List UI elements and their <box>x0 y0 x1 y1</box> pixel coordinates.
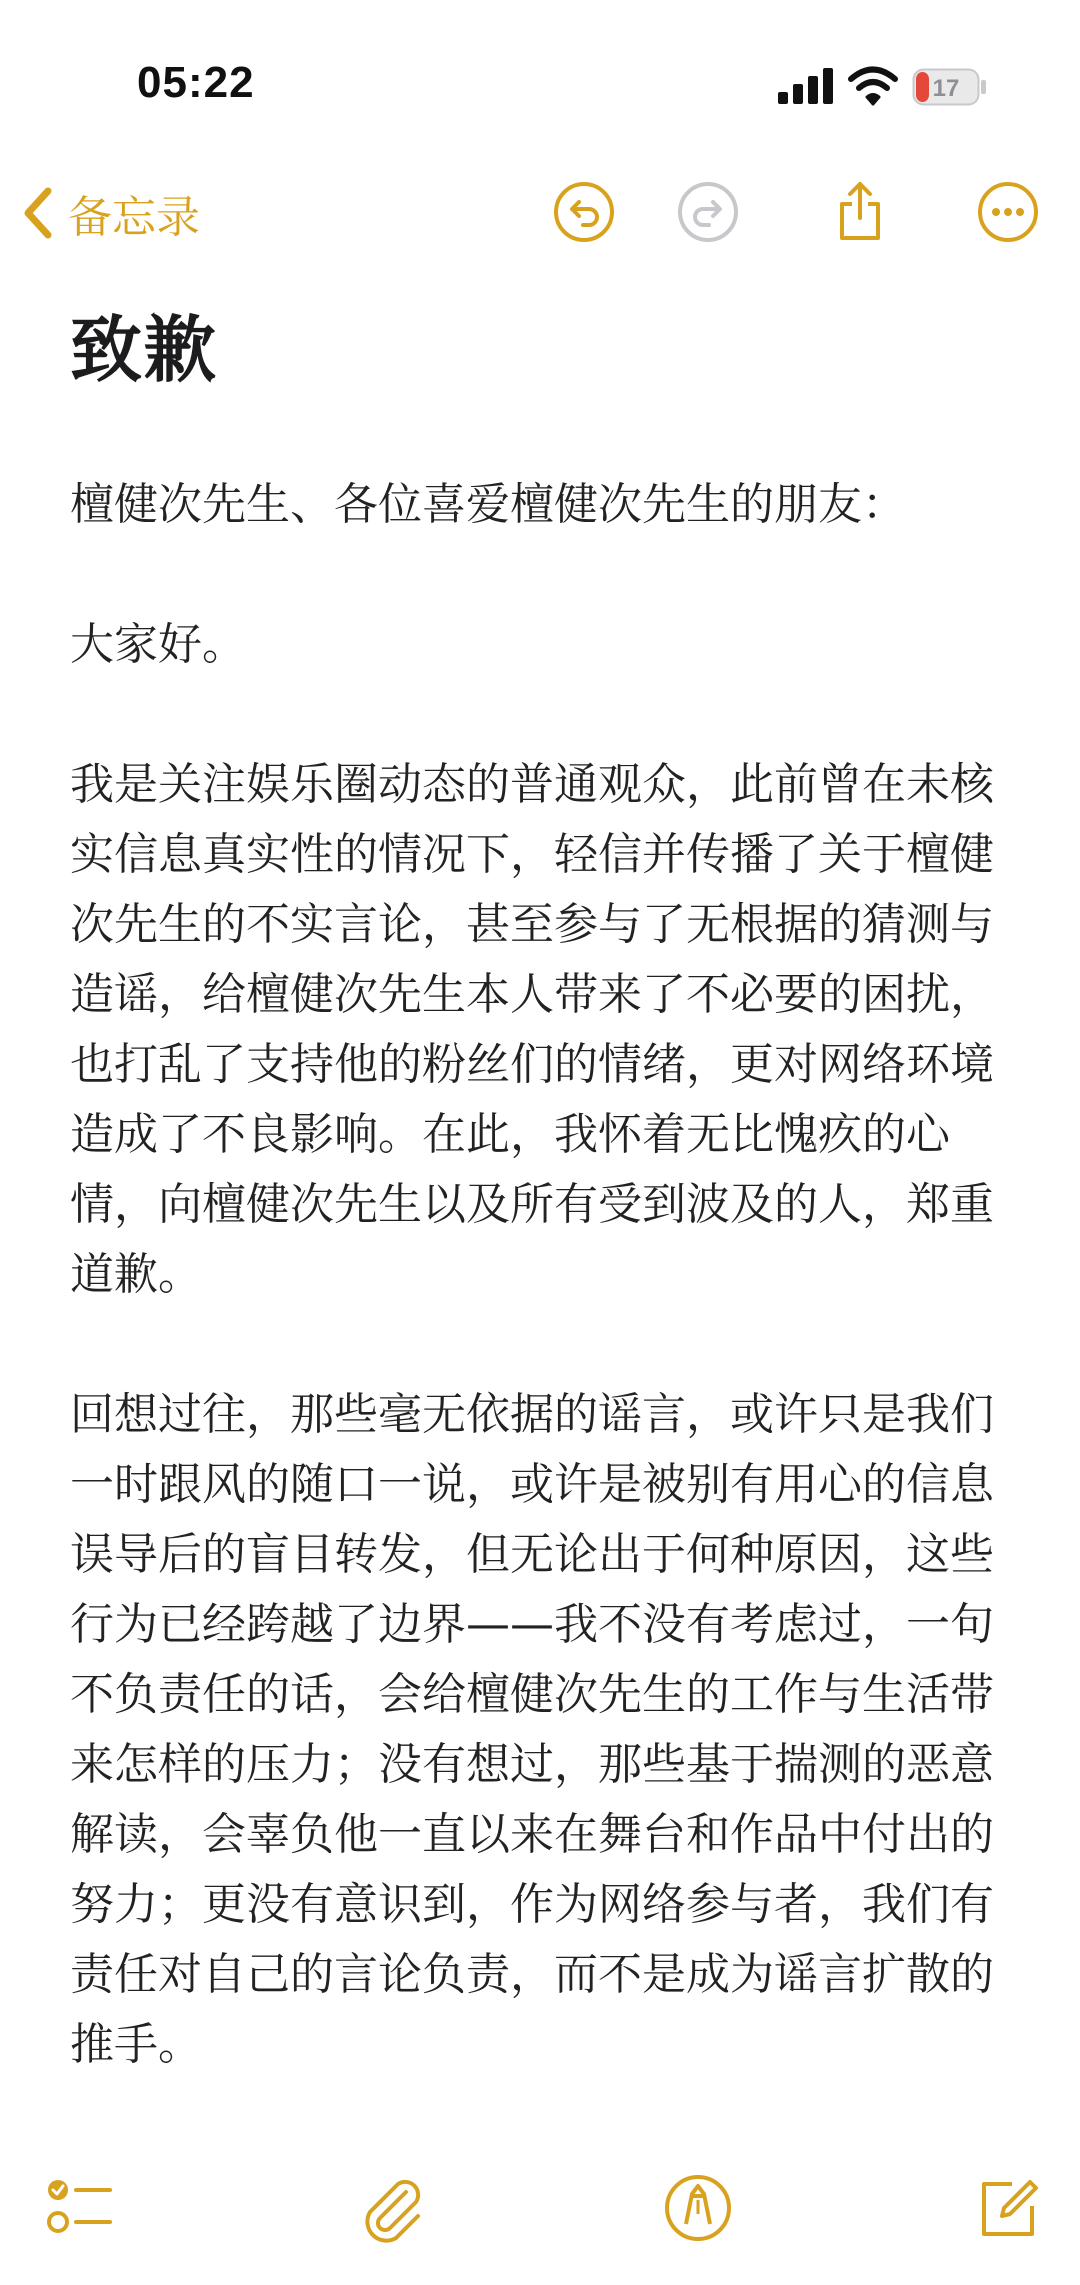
redo-icon[interactable] <box>676 180 740 244</box>
undo-icon[interactable] <box>552 180 616 244</box>
compose-icon[interactable] <box>972 2172 1044 2244</box>
cellular-signal-icon <box>778 68 834 104</box>
note-paragraph-greeting: 大家好。 <box>70 619 246 670</box>
attachment-icon[interactable] <box>356 2172 428 2244</box>
battery-icon <box>912 68 988 106</box>
note-paragraph-salutation: 檀健次先生、各位喜爱檀健次先生的朋友： <box>70 479 906 530</box>
note-body[interactable] <box>70 470 1015 2150</box>
share-icon[interactable] <box>828 180 892 244</box>
battery-level: 17 <box>932 75 960 102</box>
wifi-icon <box>848 66 898 106</box>
checklist-icon[interactable] <box>44 2172 116 2244</box>
back-button[interactable] <box>20 178 200 248</box>
markup-icon[interactable] <box>662 2172 734 2244</box>
note-title[interactable]: 致歉 <box>70 308 219 392</box>
back-label: 备忘录 <box>68 192 200 243</box>
chevron-left-icon <box>20 185 54 241</box>
note-paragraph-apology: 我是关注娱乐圈动态的普通观众，此前曾在未核实信息真实性的情况下，轻信并传播了关于檀健次先生的不实言论，甚至参与了无根据的猜测与造谣，给檀健次先生本人带来了不必要的困扰，也打乱了支持他的粉丝们的情绪，更对网络环境造成了不良影响。在此，我怀着无比愧疚的心情，向檀健次先生以及所有受到波及的人，郑重道歉。 <box>70 759 994 1300</box>
note-paragraph-reflection: 回想过往，那些毫无依据的谣言，或许只是我们一时跟风的随口一说，或许是被别有用心的信息误导后的盲目转发，但无论出于何种原因，这些行为已经跨越了边界——我不没有考虑过，一句不负责任的话，会给檀健次先生的工作与生活带来怎样的压力；没有想过，那些基于揣测的恶意解读，会辜负他一直以来在舞台和作品中付出的努力；更没有意识到，作为网络参与者，我们有责任对自己的言论负责，而不是成为谣言扩散的推手。 <box>70 1389 994 2070</box>
status-time: 05:22 <box>137 58 255 107</box>
more-icon[interactable] <box>976 180 1040 244</box>
